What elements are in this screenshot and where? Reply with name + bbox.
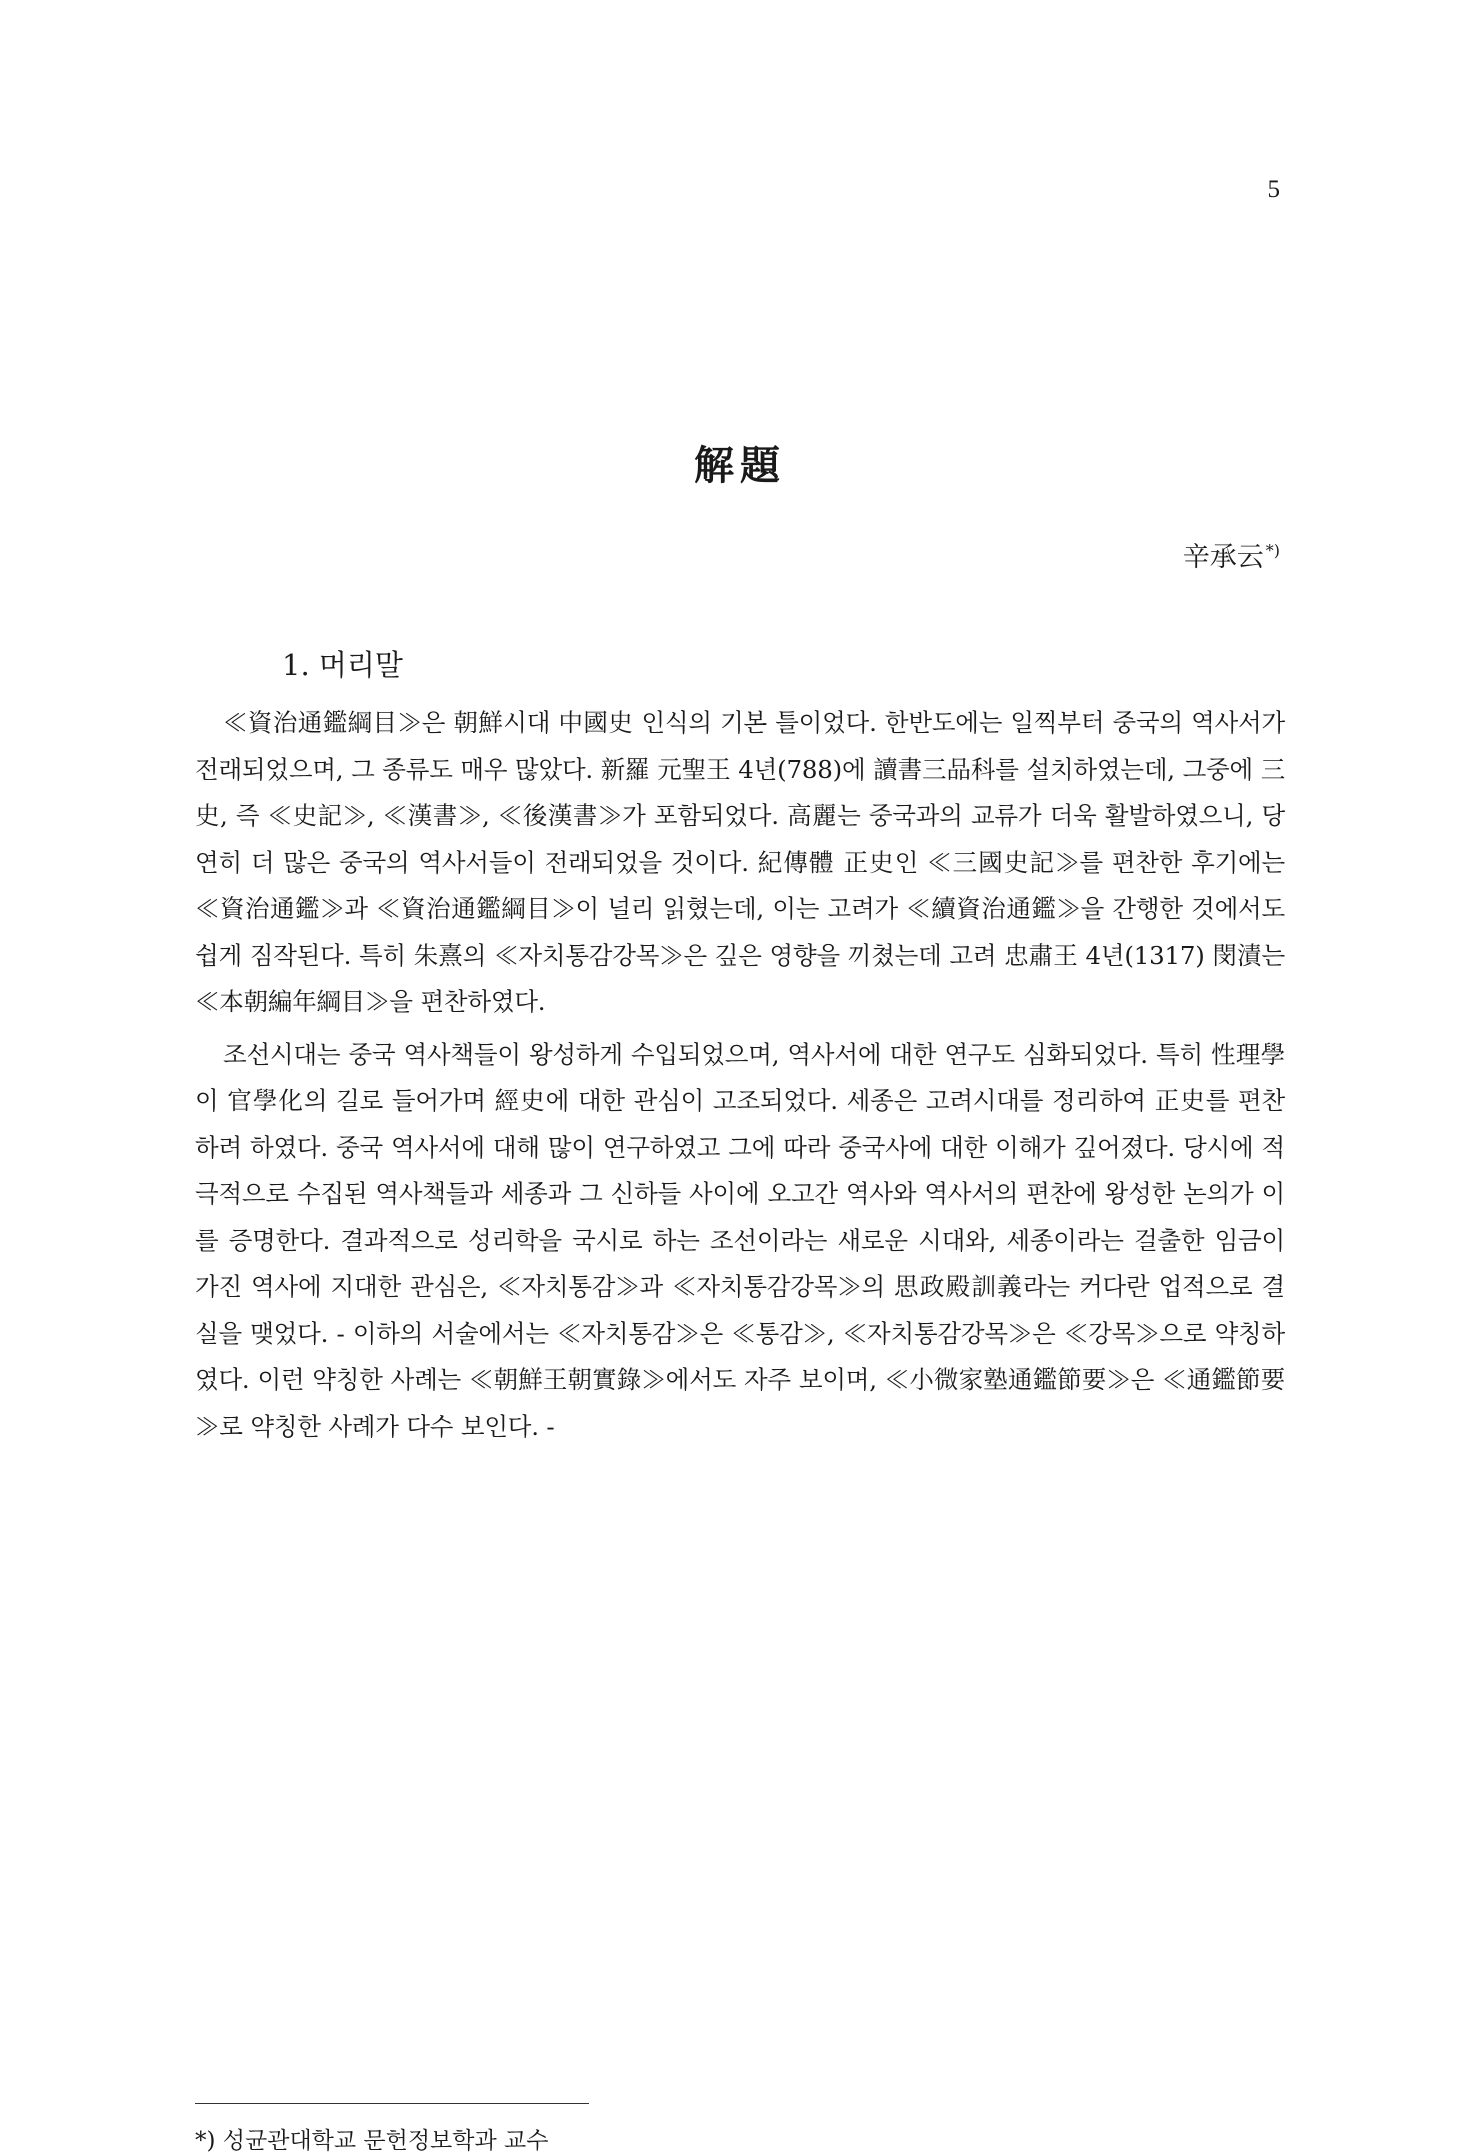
- author-line: [1183, 535, 1280, 574]
- page-number: 5: [1267, 176, 1280, 203]
- body-text: [195, 700, 1285, 1456]
- author-name: 辛承云: [1182, 542, 1264, 573]
- paragraph: 조선시대는 중국 역사책들이 왕성하게 수입되었으며, 역사서에 대한 연구도 심화되었다. 특히 性理學이 官學化의 길로 들어가며 經史에 대한 관심이 고조되었다. 세종은 고려시대를 정리하여 正史를 편찬하려 하였다. 중국 역사서에 대해 많이 연구하였고 그에 따라 중국사에 대한 이해가 깊어졌다. 당시에 적극적으로 수집된 역사책들과 세종과 그 신하들 사이에 오고간 역사와 역사서의 편찬에 왕성한 논의가 이를 증명한다. 결과적으로 성리학을 국시로 하는 조선이라는 새로운 시대와, 세종이라는 걸출한 임금이 가진 역사에 지대한 관심은, ≪자치통감≫과 ≪자치통감강목≫의 思政殿訓義라는 커다란 업적으로 결실을 맺었다. - 이하의 서술에서는 ≪자치통감≫은 ≪통감≫, ≪자치통감강목≫은 ≪강목≫으로 약칭하였다. 이런 약칭한 사례는 ≪朝鮮王朝實錄≫에서도 자주 보이며, ≪小微家塾通鑑節要≫은 ≪通鑑節要≫로 약칭한 사례가 다수 보인다. -: [195, 1039, 1285, 1441]
- footnote-divider: [195, 2103, 589, 2104]
- section-heading: 1. 머리말: [282, 648, 403, 682]
- page-title: 解題: [694, 442, 786, 489]
- paragraph: ≪資治通鑑綱目≫은 朝鮮시대 中國史 인식의 기본 틀이었다. 한반도에는 일찍부터 중국의 역사서가 전래되었으며, 그 종류도 매우 많았다. 新羅 元聖王 4년(788)에 讀書三品科를 설치하였는데, 그중에 三史, 즉 ≪史記≫, ≪漢書≫, ≪後漢書≫가 포함되었다. 高麗는 중국과의 교류가 더욱 활발하였으니, 당연히 더 많은 중국의 역사서들이 전래되었을 것이다. 紀傳體 正史인 ≪三國史記≫를 편찬한 후기에는 ≪資治通鑑≫과 ≪資治通鑑綱目≫이 널리 읽혔는데, 이는 고려가 ≪續資治通鑑≫을 간행한 것에서도 쉽게 짐작된다. 특히 朱熹의 ≪자치통감강목≫은 깊은 영향을 끼쳤는데 고려 忠肅王 4년(1317) 閔漬는 ≪本朝編年綱目≫을 편찬하였다.: [195, 708, 1285, 1016]
- footnote: *) 성균관대학교 문헌정보학과 교수: [195, 2128, 549, 2154]
- author-footnote-mark: *): [1265, 541, 1280, 560]
